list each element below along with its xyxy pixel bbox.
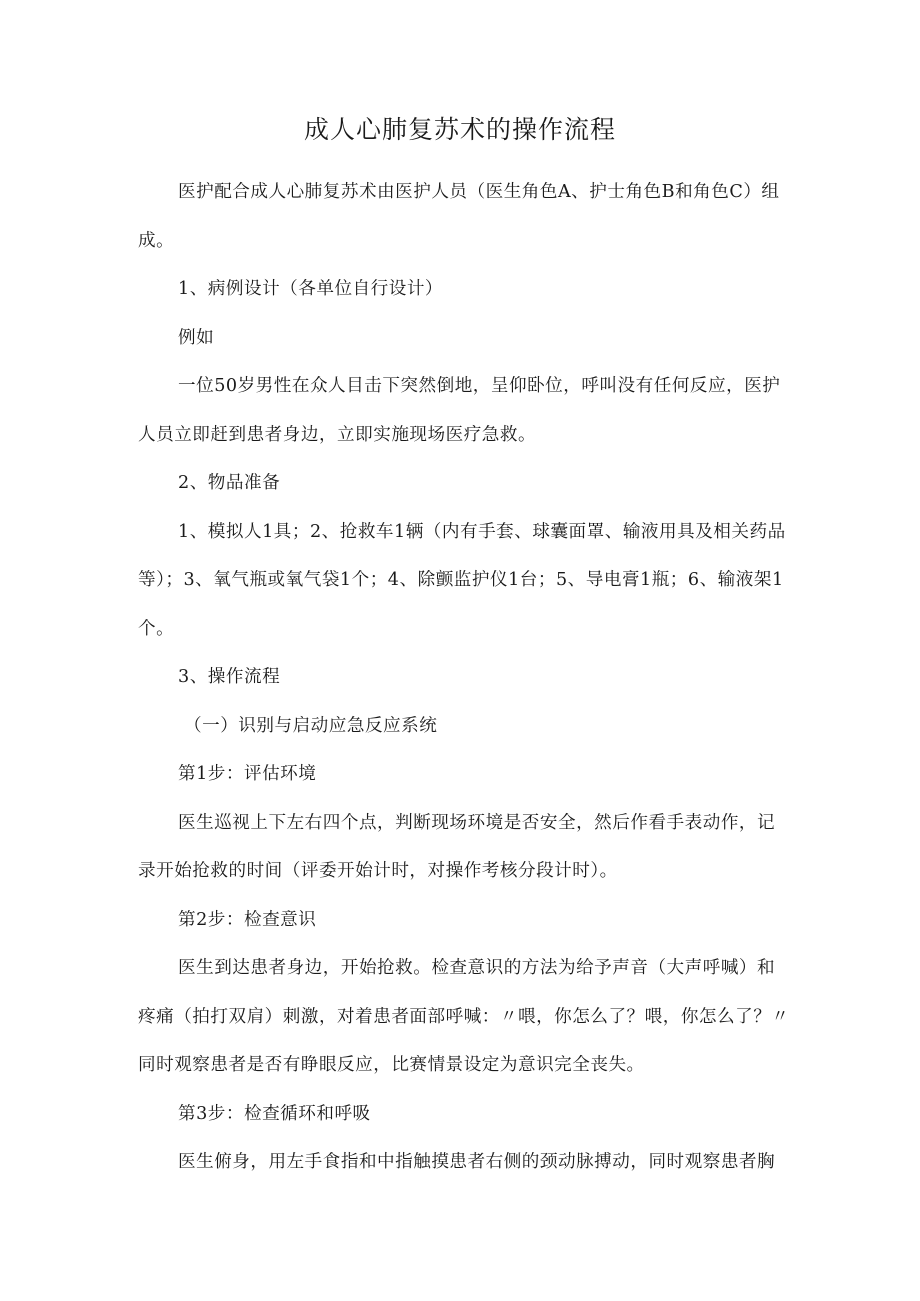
step-1-heading: 第1步：评估环境 <box>178 764 317 784</box>
heading-case-design: 1、病例设计（各单位自行设计） <box>178 279 444 299</box>
paragraph-example-label: 例如 <box>178 327 215 348</box>
step-1-text: 医生巡视上下左右四个点，判断现场环境是否安全，然后作看手表动作，记录开始抢救的时间（评委开始计时，对操作考核分段计时）。 <box>138 812 776 881</box>
heading-supplies: 2、物品准备 <box>178 473 281 493</box>
paragraph-supplies-list: 1、模拟人1具；2、抢救车1辆（内有手套、球囊面罩、输液用具及相关药品等）；3、氧气瓶或氧气袋1个；4、除颤监护仪1台；5、导电膏1瓶；6、输液架1个。 <box>138 521 786 639</box>
paragraph-intro: 医护配合成人心肺复苏术由医护人员（医生角色A、护士角色B和角色C）组成。 <box>138 182 780 251</box>
step-3-heading: 第3步：检查循环和呼吸 <box>178 1103 371 1124</box>
step-3-text: 医生俯身，用左手食指和中指触摸患者右侧的颈动脉搏动，同时观察患者胸 <box>178 1152 776 1172</box>
step-2-heading: 第2步：检查意识 <box>178 909 317 930</box>
subheading-recognition: （一）识别与启动应急反应系统 <box>184 715 438 736</box>
document-body <box>138 168 790 1187</box>
paragraph-case-description: 一位50岁男性在众人目击下突然倒地，呈仰卧位，呼叫没有任何反应，医护人员立即赶到患者身边，立即实施现场医疗急救。 <box>138 376 781 445</box>
document-title: 成人心肺复苏术的操作流程 <box>303 115 616 144</box>
heading-procedure: 3、操作流程 <box>178 667 281 687</box>
step-2-text: 医生到达患者身边，开始抢救。检查意识的方法为给予声音（大声呼喊）和疼痛（拍打双肩）刺激，对着患者面部呼喊：〃喂，你怎么了？喂，你怎么了？〃同时观察患者是否有睁眼反应，比赛情景设定为意识完全丧失。 <box>138 958 790 1075</box>
